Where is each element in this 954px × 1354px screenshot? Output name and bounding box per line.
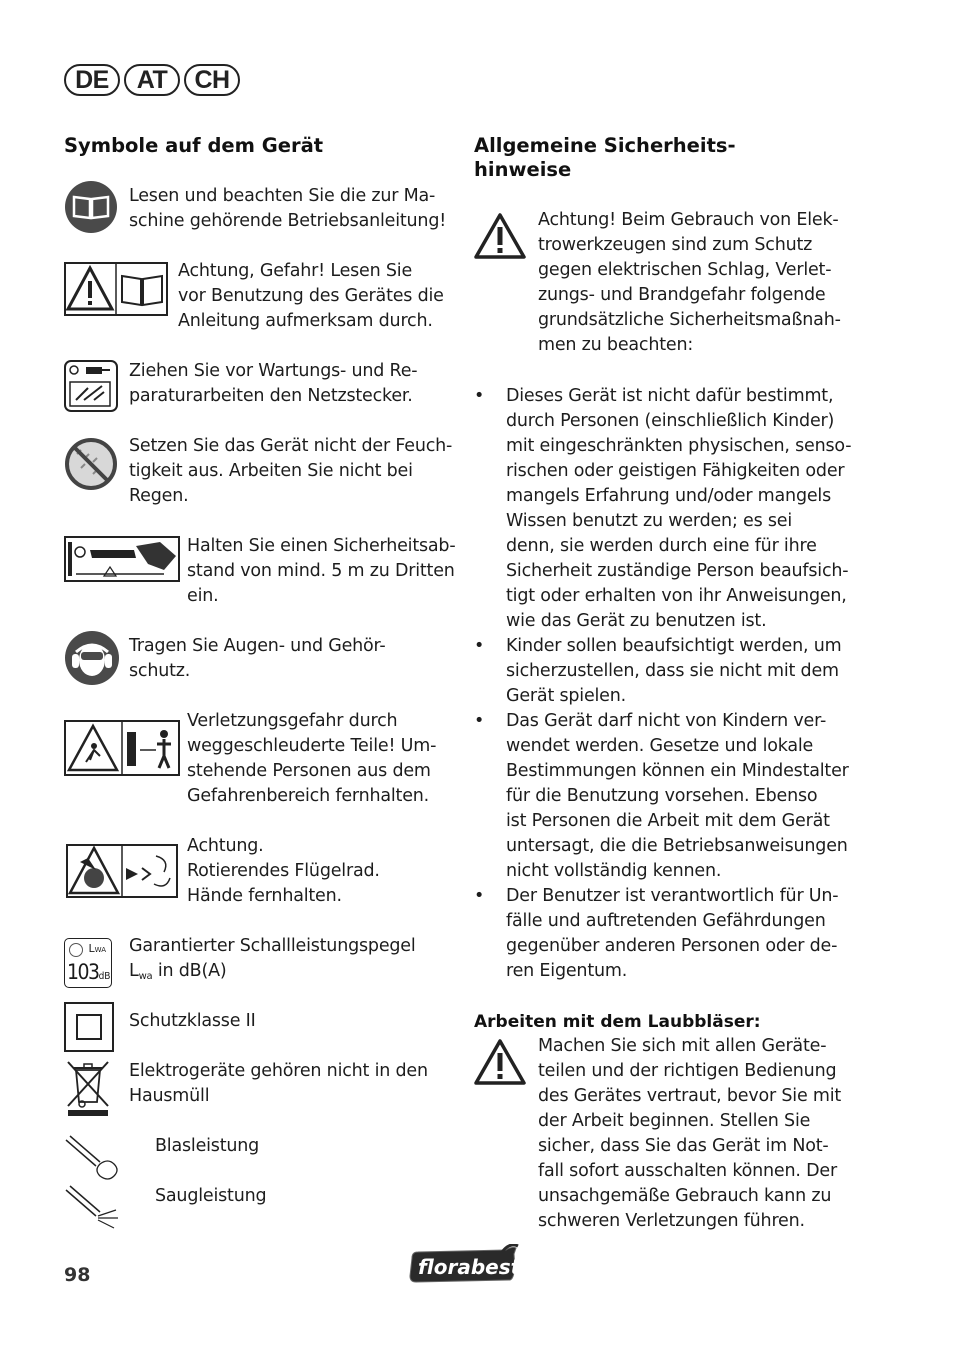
page-number: 98 <box>64 1264 91 1286</box>
symbol-text-sound-power: Garantierter Schallleistungspegel $L_{wa}$ in dB(A) <box>129 934 416 989</box>
leafblower-subheading: Arbeiten mit dem Laubbläser: <box>474 1012 761 1032</box>
no-rain-icon <box>63 436 119 492</box>
symbol-text-warning-book: Achtung, Gefahr! Lesen Sie vor Benutzung des Gerätes die Anleitung aufmerksam durch. <box>178 261 444 331</box>
bullet-marker: • <box>474 711 485 731</box>
country-badge-de: DE <box>64 64 120 96</box>
suction-icon <box>64 1184 120 1232</box>
florabest-logo <box>406 1244 520 1288</box>
sound-wave-icon <box>69 943 83 957</box>
country-badge-at: AT <box>124 64 180 96</box>
leafblower-text: Machen Sie sich mit allen Geräte- teilen und der richtigen Bedienung des Gerätes vertraut, bevor Sie mit der Arbeit beginnen. Stellen Sie sicher, dass Sie das Gerät im Not- fall sofort ausschalten können. Der unsachgemäße Gebrauch kann zu schweren Verletzungen führen. <box>538 1036 842 1231</box>
warning-book-icon <box>64 262 168 316</box>
rotating-impeller-icon <box>66 844 178 898</box>
bullet-item-4: Der Benutzer ist verantwortlich für Un- fälle und auftretenden Gefährdungen gegenüber anderen Personen oder de- ren Eigentum. <box>506 886 839 981</box>
sound-power-icon <box>64 938 112 988</box>
safety-warning-text: Achtung! Beim Gebrauch von Elek- trowerkzeugen sind zum Schutz gegen elektrischen Schlag, Verlet- zungs- und Brandgefahr folgende grundsätzliche Sicherheitsmaßnah- men zu beachten: <box>538 210 841 355</box>
flying-debris-icon <box>64 720 180 776</box>
symbol-text-safety-distance: Halten Sie einen Sicherheitsab- stand von mind. 5 m zu Dritten ein. <box>187 536 456 606</box>
country-badge-ch: CH <box>184 64 240 96</box>
symbol-text-suction: Saugleistung <box>155 1186 267 1206</box>
safety-heading: Allgemeine Sicherheits- hinweise <box>474 134 736 181</box>
symbol-text-protection-class: Schutzklasse II <box>129 1011 256 1031</box>
sound-value: 103dB <box>67 960 111 984</box>
logo-text: florabest <box>418 1255 520 1279</box>
bullet-item-3: Das Gerät darf nicht von Kindern ver- wendet werden. Gesetze und lokale Bestimmungen können ein Mindestalter für die Benutzung vorsehen. Ebenso ist Personen die Arbeit mit dem Gerät untersagt, die die Betriebsanweisungen nicht vollständig kennen. <box>506 711 849 881</box>
weee-bin-icon <box>64 1058 112 1118</box>
symbol-text-weee: Elektrogeräte gehören nicht in den Hausmüll <box>129 1061 428 1106</box>
symbol-text-book: Lesen und beachten Sie die zur Ma- schine gehörende Betriebsanleitung! <box>129 186 447 231</box>
bullet-item-2: Kinder sollen beaufsichtigt werden, um sicherzustellen, dass sie nicht mit dem Gerät spielen. <box>506 636 842 706</box>
symbol-text-impeller: Achtung. Rotierendes Flügelrad. Hände fernhalten. <box>187 836 380 906</box>
warning-triangle-icon <box>474 1038 526 1086</box>
bullet-marker: • <box>474 386 485 406</box>
symbols-heading: Symbole auf dem Gerät <box>64 134 324 157</box>
symbol-text-flying-debris: Verletzungsgefahr durch weggeschleuderte Teile! Um- stehende Personen aus dem Gefahrenbereich fernhalten. <box>187 711 437 806</box>
symbol-text-unplug: Ziehen Sie vor Wartungs- und Re- paraturarbeiten den Netzstecker. <box>129 361 418 406</box>
protection-class-ii-icon <box>64 1002 114 1052</box>
symbol-text-no-rain: Setzen Sie das Gerät nicht der Feuch- tigkeit aus. Arbeiten Sie nicht bei Regen. <box>129 436 453 506</box>
safety-distance-icon <box>64 536 180 582</box>
book-icon <box>64 180 118 234</box>
symbol-text-blow: Blasleistung <box>155 1136 260 1156</box>
symbol-text-eye-ear: Tragen Sie Augen- und Gehör- schutz. <box>129 636 386 681</box>
lwa-line: $L_{wa}$ in dB(A) <box>129 961 227 982</box>
country-badges <box>64 64 240 98</box>
warning-triangle-icon <box>474 212 526 260</box>
eye-ear-protection-icon <box>64 630 120 686</box>
blow-icon <box>64 1134 120 1182</box>
bullet-marker: • <box>474 636 485 656</box>
sound-label: LWA <box>88 942 106 955</box>
bullet-marker: • <box>474 886 485 906</box>
bullet-item-1: Dieses Gerät ist nicht dafür bestimmt, durch Personen (einschließlich Kinder) mit eingeschränkten physischen, senso- rischen oder geistigen Fähigkeiten oder mangels Erfahrung und/oder mangels Wissen benutzt zu werden; es sei denn, sie werden durch eine für ihre Sicherheit zuständige Person beaufsich- tigt oder erhalten von ihr Anweisungen, wie das Gerät zu benutzen ist. <box>506 386 852 631</box>
unplug-icon <box>64 360 118 412</box>
